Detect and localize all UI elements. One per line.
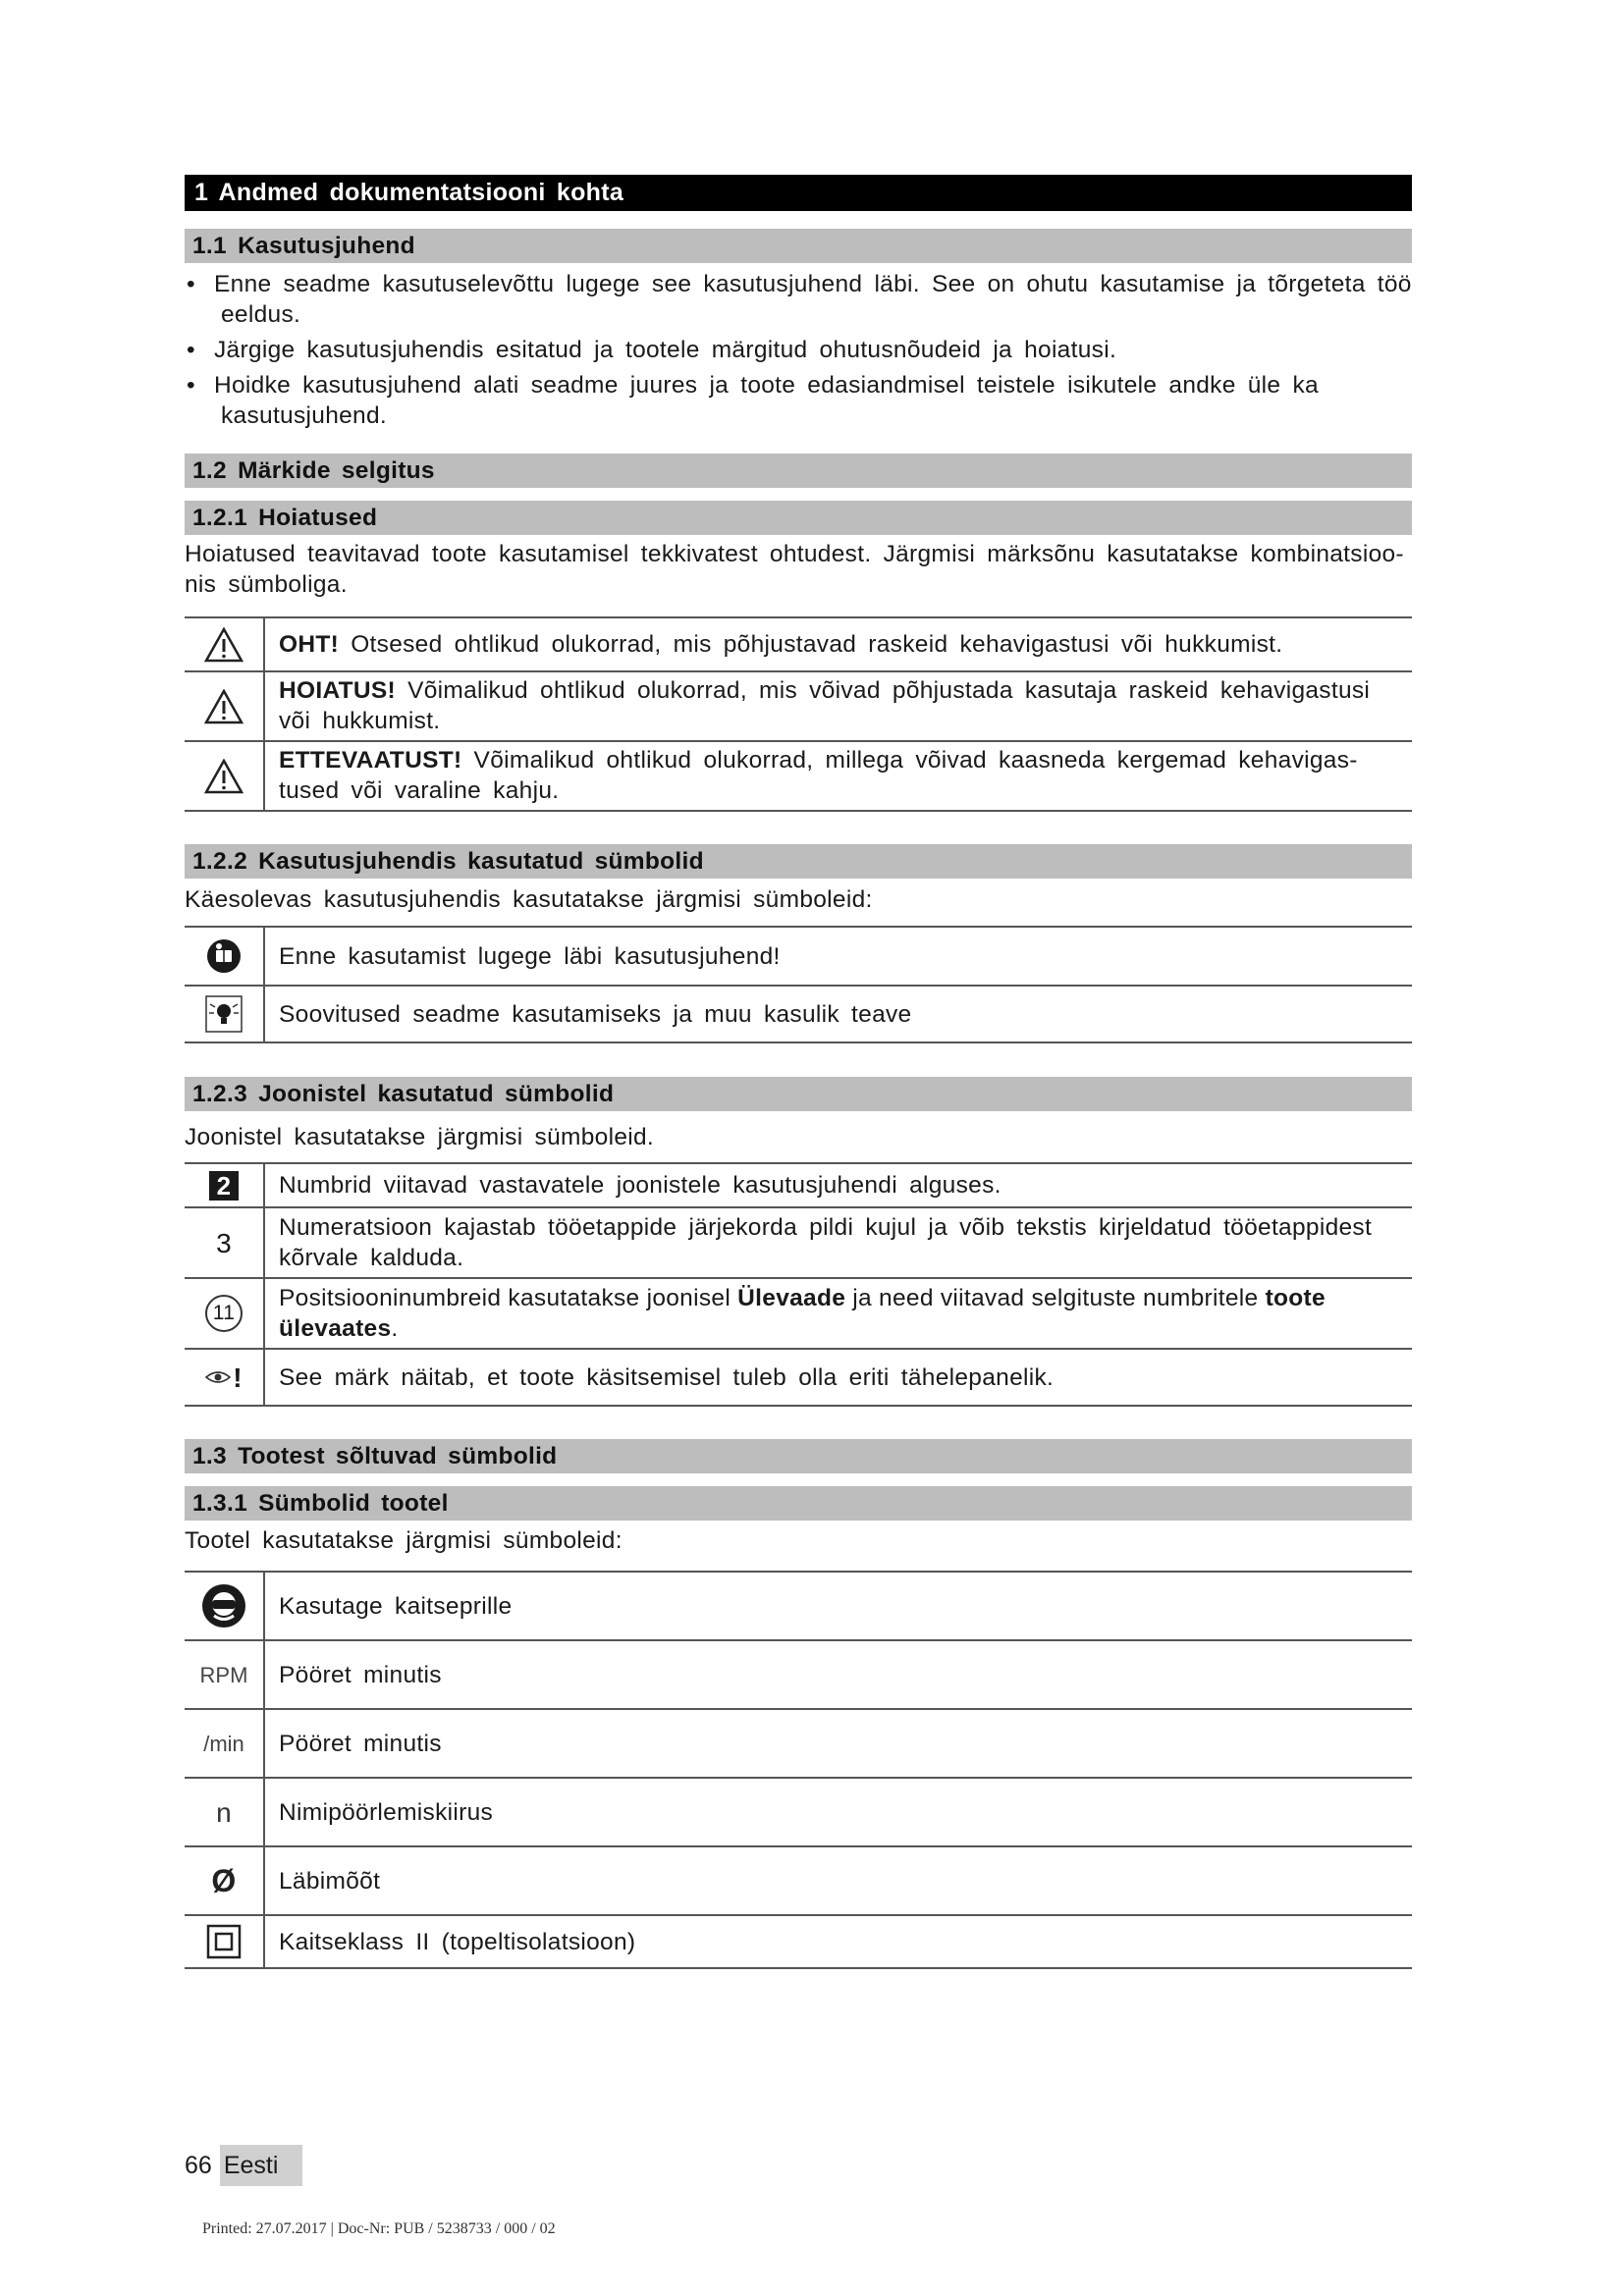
table-row (185, 672, 1412, 742)
signal-word-danger: OHT! (279, 631, 340, 658)
warning-description: Võimalikud ohtlikud olukorrad, mis võivad põhjustada kasutaja raskeid kehavigastusi (407, 677, 1371, 704)
rpm-label: RPM (199, 1662, 248, 1687)
per-minute-label: /min (203, 1731, 244, 1756)
section-1-heading: 1 Andmed dokumentatsiooni kohta (185, 175, 1412, 211)
symbol-description: Läbimõõt (279, 1867, 381, 1895)
description-line: Numeratsioon kajastab tööetappide järjekorda pildi kujul ja võib tekstis kirjeldatud tööetappidest (279, 1214, 1373, 1241)
symbol-description: Numbrid viitavad vastavatele joonistele kasutusjuhendi alguses. (279, 1172, 1001, 1199)
description-part: ja need viitavad selgituste numbritele (852, 1285, 1259, 1311)
table-row (185, 1573, 1412, 1641)
figure-symbols-table (185, 1162, 1412, 1407)
section-1-2-3-heading: 1.2.3 Joonistel kasutatud sümbolid (185, 1077, 1412, 1111)
rated-speed-icon (185, 1779, 265, 1845)
figure-number-icon (185, 1164, 265, 1206)
symbol-description: See märk näitab, et toote käsitsemisel tuleb olla eriti tähelepanelik. (279, 1363, 1055, 1391)
per-minute-icon (185, 1710, 265, 1777)
section-1-2-1-heading: 1.2.1 Hoiatused (185, 501, 1412, 535)
read-manual-icon (185, 928, 265, 985)
warning-description: Võimalikud ohtlikud olukorrad, millega võivad kaasneda kergemad kehavigas- (473, 747, 1358, 774)
figure-number-label: 2 (209, 1171, 239, 1201)
print-info: Printed: 27.07.2017 | Doc-Nr: PUB / 5238733 / 000 / 02 (202, 2220, 556, 2237)
warning-triangle-icon (185, 672, 265, 740)
table-row (185, 1279, 1412, 1350)
symbol-description: Pööret minutis (279, 1661, 442, 1688)
symbol-description: Nimipöörlemiskiirus (279, 1798, 494, 1826)
description-part: . (391, 1315, 399, 1342)
table-row (185, 1779, 1412, 1847)
table-row (185, 1350, 1412, 1407)
diameter-icon (185, 1847, 265, 1914)
list-item-line: Hoidke kasutusjuhend alati seadme juures ja toote edasiandmisel teistele isikutele andke üle ka (214, 372, 1319, 399)
position-number-icon (185, 1279, 265, 1348)
description-line: kõrvale kalduda. (279, 1245, 464, 1271)
manual-symbols-intro: Käesolevas kasutusjuhendis kasutatakse järgmisi sümboleid: (185, 886, 873, 913)
step-number-label: 3 (216, 1227, 232, 1258)
warnings-intro (185, 539, 1412, 600)
bullet-list (185, 269, 1412, 431)
list-item (185, 370, 1412, 431)
warning-text (265, 618, 1412, 670)
table-row (185, 1641, 1412, 1710)
symbol-description (265, 1279, 1412, 1348)
table-row (185, 1847, 1412, 1916)
product-symbols-table (185, 1571, 1412, 1969)
signal-word-caution: ETTEVAATUST! (279, 747, 462, 774)
table-row (185, 928, 1412, 987)
rpm-icon (185, 1641, 265, 1708)
warning-text (265, 672, 1412, 740)
lightbulb-tip-icon (185, 987, 265, 1041)
table-row (185, 1710, 1412, 1779)
table-row (185, 1208, 1412, 1279)
list-item-line: Enne seadme kasutuselevõttu lugege see kasutusjuhend läbi. See on ohutu kasutamise ja tõrgeteta töö (214, 271, 1412, 297)
description-part: Positsiooninumbreid kasutatakse joonisel (279, 1285, 731, 1311)
page-footer (185, 2145, 302, 2186)
diameter-label: Ø (211, 1862, 237, 1898)
intro-line: Hoiatused teavitavad toote kasutamisel tekkivatest ohtudest. Järgmisi märksõnu kasutatakse kombinatsioo- (185, 541, 1404, 567)
figure-symbols-intro: Joonistel kasutatakse järgmisi sümboleid. (185, 1124, 655, 1150)
table-row (185, 1916, 1412, 1969)
language-label: Eesti (220, 2145, 302, 2186)
safety-goggles-icon (185, 1573, 265, 1639)
signal-word-warning: HOIATUS! (279, 677, 396, 704)
warning-description: või hukkumist. (279, 708, 441, 734)
step-number-icon (185, 1208, 265, 1277)
table-row (185, 618, 1412, 672)
symbol-description (265, 1208, 1412, 1277)
section-1-2-heading: 1.2 Märkide selgitus (185, 454, 1412, 488)
description-bold: toote (1265, 1285, 1326, 1311)
symbol-description: Pööret minutis (279, 1730, 442, 1757)
intro-line: nis sümboliga. (185, 571, 348, 598)
warnings-table (185, 616, 1412, 812)
table-row (185, 742, 1412, 812)
section-1-1-heading: 1.1 Kasutusjuhend (185, 229, 1412, 263)
warning-text (265, 742, 1412, 810)
bullet-dot: • (187, 271, 195, 297)
section-1-3-1-heading: 1.3.1 Sümbolid tootel (185, 1486, 1412, 1521)
warning-triangle-icon (185, 742, 265, 810)
page-content (185, 175, 1412, 1969)
description-bold: ülevaates (279, 1315, 392, 1342)
protection-class-ii-icon (185, 1916, 265, 1967)
section-1-3-heading: 1.3 Tootest sõltuvad sümbolid (185, 1439, 1412, 1473)
page-number: 66 (185, 2151, 212, 2179)
bullet-dot: • (187, 372, 195, 399)
warning-triangle-icon (185, 618, 265, 670)
list-item-line: eeldus. (221, 301, 301, 328)
bullet-dot: • (187, 337, 195, 363)
manual-symbols-table (185, 926, 1412, 1043)
symbol-description: Enne kasutamist lugege läbi kasutusjuhend! (279, 942, 781, 970)
warning-description: Otsesed ohtlikud olukorrad, mis põhjustavad raskeid kehavigastusi või hukkumist. (351, 631, 1283, 658)
description-bold: Ülevaade (737, 1285, 846, 1311)
table-row (185, 1164, 1412, 1208)
list-item-line: kasutusjuhend. (221, 402, 388, 429)
table-row (185, 987, 1412, 1043)
product-symbols-intro: Tootel kasutatakse järgmisi sümboleid: (185, 1527, 623, 1554)
section-1-2-2-heading: 1.2.2 Kasutusjuhendis kasutatud sümbolid (185, 844, 1412, 879)
attention-mark: ! (233, 1362, 243, 1393)
position-number-label: 11 (205, 1295, 243, 1332)
list-item (185, 269, 1412, 330)
symbol-description: Kasutage kaitseprille (279, 1592, 513, 1620)
attention-eye-icon (185, 1350, 265, 1405)
rated-speed-label: n (216, 1796, 232, 1828)
symbol-description: Soovitused seadme kasutamiseks ja muu kasulik teave (279, 1000, 912, 1028)
symbol-description: Kaitseklass II (topeltisolatsioon) (279, 1928, 636, 1955)
warning-description: tused või varaline kahju. (279, 777, 560, 804)
list-item (185, 335, 1412, 365)
list-item-line: Järgige kasutusjuhendis esitatud ja tootele märgitud ohutusnõudeid ja hoiatusi. (214, 337, 1117, 363)
